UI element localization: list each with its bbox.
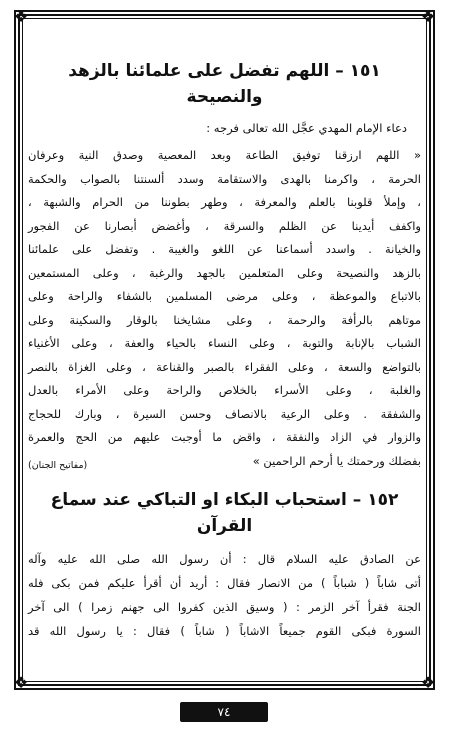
text-line: الشباب بالإنابة والتوبة ، وعلى النساء بالحياء والعفة ، وعلى الأغنياء [28,336,421,350]
text-line: بالاتباع والموعظة ، وعلى مرضى المسلمين بالشفاء والراحة وعلى [28,289,421,303]
closing-line: بفضلك ورحمتك يا أرحم الراحمين » [252,453,421,468]
text-line: عن الصادق عليه السلام قال : أن رسول الله صلى الله عليه وآله [28,552,421,566]
text-line: بالتواضع والسعة ، وعلى الفقراء بالصبر والقناعة ، وعلى الغزاة بالنصر [28,359,421,374]
corner-ornament-bottom-right: ❖ [420,673,436,692]
text-line: واكفف أيدينا عن الظلم والسرقة ، وأغضض أبصارنا عن الفجور [28,218,421,233]
corner-ornament-bottom-left: ❖ [13,673,29,692]
text-line: الجنة فقرأ آخر الزمر : ( وسيق الذين كفروا الى جهنم زمرا ) الى آخر [28,600,421,614]
text-line: الحرمة ، واكرمنا بالهدى والاستقامة وسدد ألسنتنا بالصواب والحكمة [28,171,421,186]
text-line: أتى شاباً ( شباباً ) من الانصار فقال : أريد أن أقرأ عليكم فمن بكى فله [28,576,421,590]
section-151-intro: دعاء الإمام المهدي عجَّل الله تعالى فرجه : [206,121,407,135]
section-151-title: ١٥١ – اللهم تفضل على علمائنا بالزهد والنصيحة [68,61,381,107]
section-152-title: ١٥٢ – استحباب البكاء او التباكي عند سماع القرآن [50,490,399,536]
source-citation: (مفاتيح الجنان) [28,459,88,471]
text-line: « اللهم ارزقنا توفيق الطاعة وبعد المعصية وصدق النية وعرفان [28,148,421,162]
section-152 [28,487,421,643]
text-line: والغلبة ، وعلى الأسراء بالخلاص والراحة وعلى الأمراء بالعدل [28,383,421,397]
page-content [28,58,421,643]
text-line: السورة فبكى القوم جميعاً الاشاباً ( شاباً ) فقال : يا رسول الله قد [28,624,421,638]
text-line: موتاهم بالرأفة والرحمة ، وعلى مشايخنا بالوقار والسكينة وعلى [28,312,421,327]
corner-ornament-top-left: ❖ [13,7,29,26]
corner-ornament-top-right: ❖ [420,7,436,26]
text-line-last [28,450,421,474]
text-line: ، وإملأ قلوبنا بالعلم والمعرفة ، وطهر بطوننا من الحرام والشبهة ، [28,195,421,209]
page-number: ٧٤ [180,702,268,722]
text-line: والشفقة . وعلى الرعية بالانصاف وحسن السيرة ، وبارك للحجاج [28,406,421,421]
text-line: والخيانة . واسدد أسماعنا عن اللغو والغيبة . وتفضل على علمائنا [28,242,421,256]
section-151-body [28,144,421,473]
text-line: بالزهد والنصيحة وعلى المتعلمين بالجهد والرغبة ، وعلى المستمعين [28,265,421,280]
text-line: والزوار في الزاد والنفقة ، واقض ما أوجبت عليهم من الحج والعمرة [28,430,421,444]
